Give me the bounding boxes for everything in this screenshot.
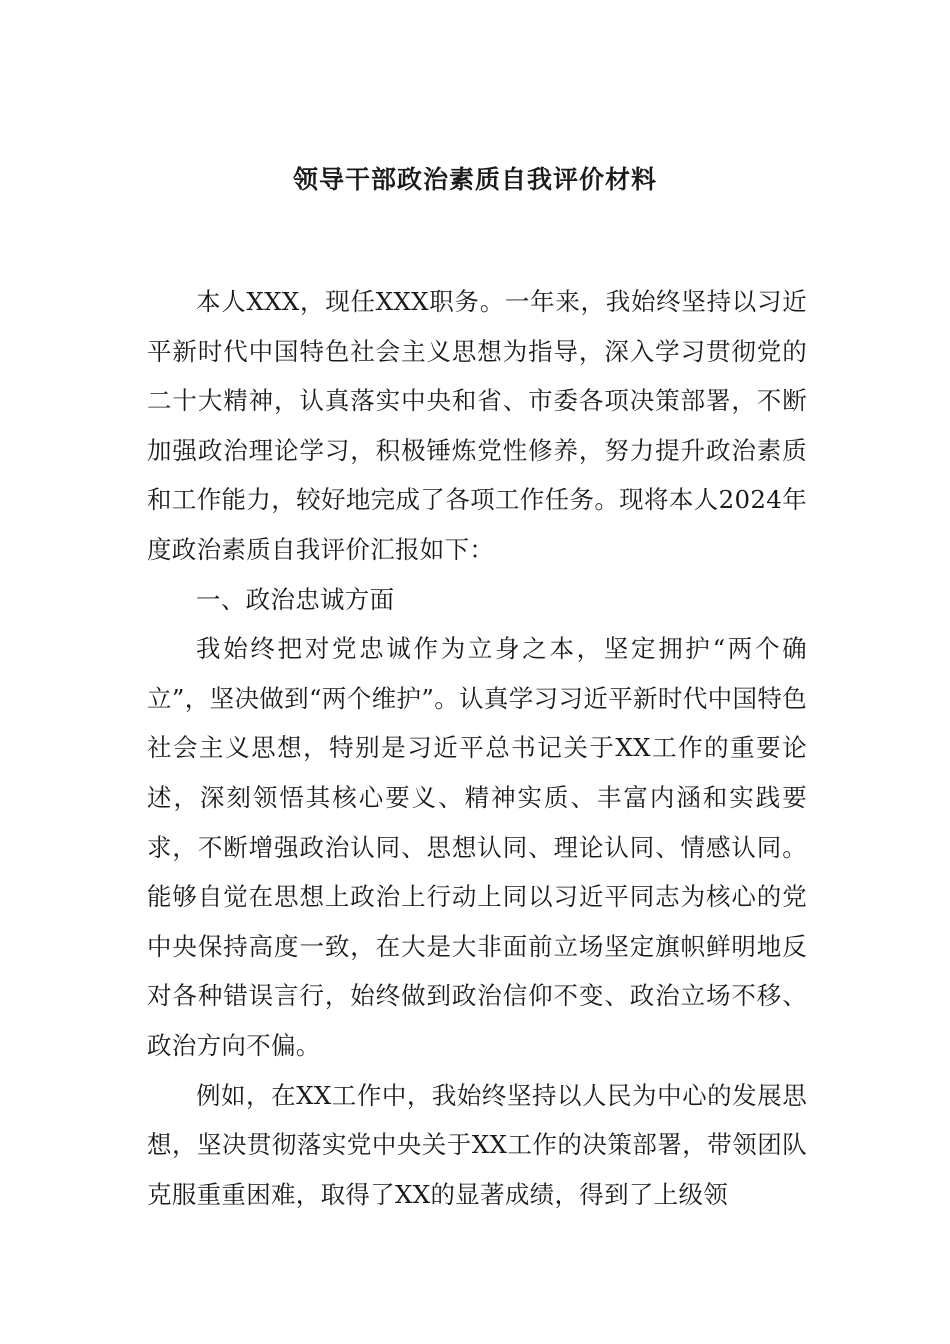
section-heading-political-loyalty: 一、政治忠诚方面 [196, 584, 395, 614]
example-paragraph: 例如，在XX工作中，我始终坚持以人民为中心的发展思想，坚决贯彻落实党中央关于XX工作的决策部署，带领团队克服重重困难，取得了XX的显著成绩，得到了上级领 [147, 1080, 807, 1209]
intro-paragraph: 本人XXX，现任XXX职务。一年来，我始终坚持以习近平新时代中国特色社会主义思想为指导，深入学习贯彻党的二十大精神，认真落实中央和省、市委各项决策部署，不断加强政治理论学习，积极锤炼党性修养，努力提升政治素质和工作能力，较好地完成了各项工作任务。现将本人2024年度政治素质自我评价汇报如下： [147, 287, 807, 564]
loyalty-paragraph: 我始终把对党忠诚作为立身之本，坚定拥护“两个确立”，坚决做到“两个维护”。认真学习习近平新时代中国特色社会主义思想，特别是习近平总书记关于XX工作的重要论述，深刻领悟其核心要义、精神实质、丰富内涵和实践要求，不断增强政治认同、思想认同、理论认同、情感认同。能够自觉在思想上政治上行动上同以习近平同志为核心的党中央保持高度一致，在大是大非面前立场坚定旗帜鲜明地反对各种错误言行，始终做到政治信仰不变、政治立场不移、政治方向不偏。 [147, 634, 807, 1060]
document-body [147, 277, 807, 1219]
document-title: 领导干部政治素质自我评价材料 [292, 165, 657, 194]
